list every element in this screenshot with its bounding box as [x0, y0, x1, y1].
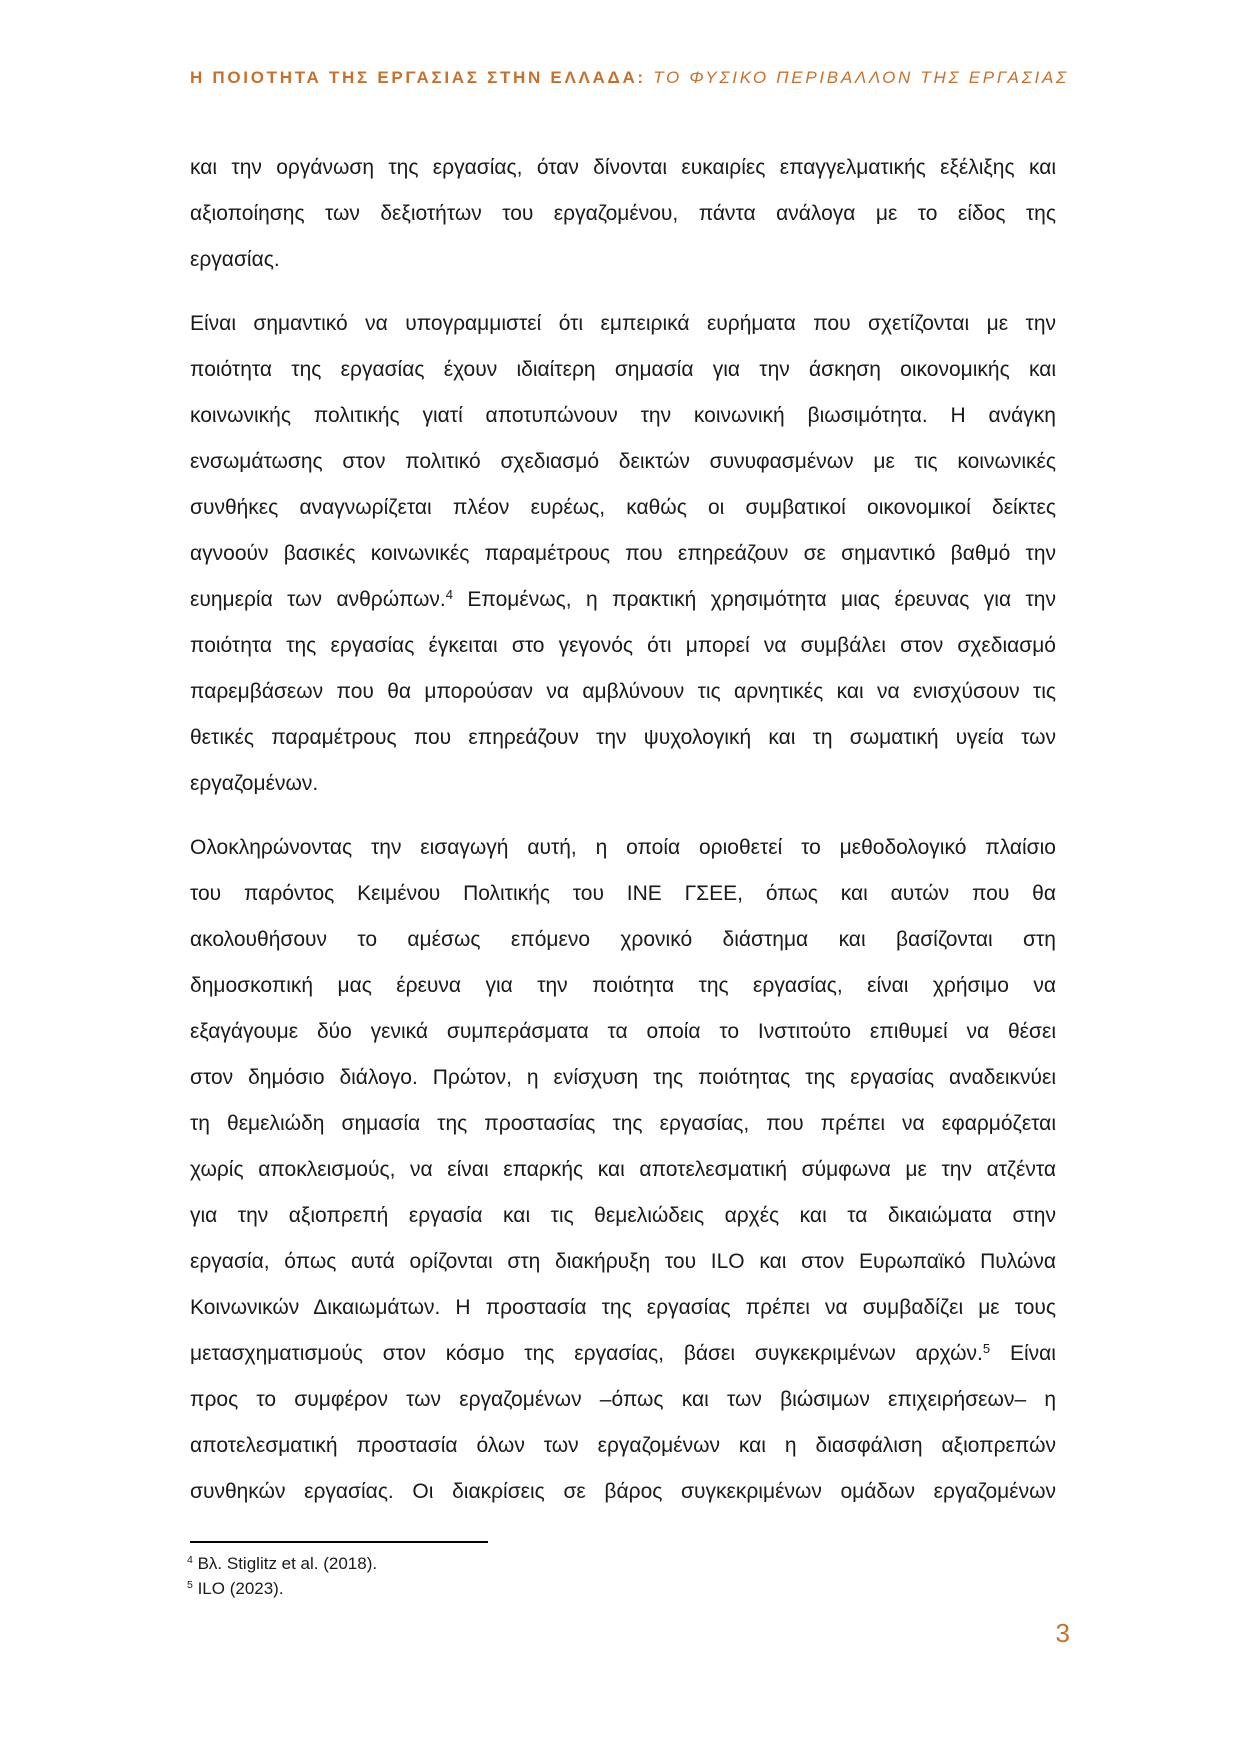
- running-header: [190, 68, 1070, 88]
- text-fragment: μετασχηματισμούς στον κόσμο της εργασίας, βάσει συγκεκριμένων αρχών.: [190, 1342, 983, 1365]
- text-line: δημοσκοπική μας έρευνα για την ποιότητα της εργασίας, είναι χρήσιμο να: [190, 974, 1056, 997]
- text-line: συνθήκες αναγνωρίζεται πλέον ευρέως, καθώς οι συμβατικοί οικονομικοί δείκτες: [190, 496, 1056, 519]
- text-line: Ολοκληρώνοντας την εισαγωγή αυτή, η οποία οριοθετεί το μεθοδολογικό πλαίσιο: [190, 836, 1056, 859]
- text-line: αγνοούν βασικές κοινωνικές παραμέτρους που επηρεάζουν σε σημαντικό βαθμό την: [190, 542, 1056, 565]
- footnote-number: 4: [187, 1554, 193, 1567]
- footnote-separator: [190, 1541, 488, 1543]
- footnote-text: Βλ. Stiglitz et al. (2018).: [192, 1554, 378, 1573]
- footnote-5: [187, 1576, 1067, 1601]
- text-line: Κοινωνικών Δικαιωμάτων. Η προστασία της εργασίας πρέπει να συμβαδίζει με τους: [190, 1296, 1056, 1319]
- text-line: στον δημόσιο διάλογο. Πρώτον, η ενίσχυση της ποιότητας της εργασίας αναδεικνύει: [190, 1066, 1056, 1089]
- paragraph-2: [190, 301, 1056, 807]
- footnote-text: ILO (2023).: [192, 1579, 284, 1598]
- text-fragment: ευημερία των ανθρώπων.: [190, 588, 446, 611]
- text-line: [190, 1331, 1056, 1377]
- text-line: προς το συμφέρον των εργαζομένων –όπως και των βιώσιμων επιχειρήσεων– η: [190, 1388, 1056, 1411]
- text-line: αξιοποίησης των δεξιοτήτων του εργαζομένου, πάντα ανάλογα με το είδος της: [190, 202, 1056, 225]
- text-line: κοινωνικής πολιτικής γιατί αποτυπώνουν την κοινωνική βιωσιμότητα. Η ανάγκη: [190, 404, 1056, 427]
- text-fragment: Είναι: [990, 1342, 1056, 1365]
- text-line: εργαζομένων.: [190, 772, 319, 795]
- paragraph-1: [190, 145, 1056, 283]
- running-header-title: Η ΠΟΙΟΤΗΤΑ ΤΗΣ ΕΡΓΑΣΙΑΣ ΣΤΗΝ ΕΛΛΑΔΑ:: [190, 68, 646, 87]
- text-line: Είναι σημαντικό να υπογραμμιστεί ότι εμπειρικά ευρήματα που σχετίζονται με την: [190, 312, 1056, 335]
- text-line: θετικές παραμέτρους που επηρεάζουν την ψυχολογική και τη σωματική υγεία των: [190, 726, 1056, 749]
- footnote-number: 5: [187, 1579, 193, 1592]
- text-line: ποιότητα της εργασίας έγκειται στο γεγονός ότι μπορεί να συμβάλει στον σχεδιασμό: [190, 634, 1056, 657]
- text-line: εξαγάγουμε δύο γενικά συμπεράσματα τα οποία το Ινστιτούτο επιθυμεί να θέσει: [190, 1020, 1056, 1043]
- text-line: ακολουθήσουν το αμέσως επόμενο χρονικό διάστημα και βασίζονται στη: [190, 928, 1056, 951]
- text-line: παρεμβάσεων που θα μπορούσαν να αμβλύνουν τις αρνητικές και να ενισχύσουν τις: [190, 680, 1056, 703]
- footnote-ref-4[interactable]: 4: [445, 586, 453, 602]
- text-line: ενσωμάτωσης στον πολιτικό σχεδιασμό δεικτών συνυφασμένων με τις κοινωνικές: [190, 450, 1056, 473]
- text-line: και την οργάνωση της εργασίας, όταν δίνονται ευκαιρίες επαγγελματικής εξέλιξης και: [190, 156, 1056, 179]
- text-line: του παρόντος Κειμένου Πολιτικής του ΙΝΕ ΓΣΕΕ, όπως και αυτών που θα: [190, 882, 1056, 905]
- text-line: τη θεμελιώδη σημασία της προστασίας της εργασίας, που πρέπει να εφαρμόζεται: [190, 1112, 1056, 1135]
- body-text: [190, 145, 1056, 1515]
- text-line: εργασία, όπως αυτά ορίζονται στη διακήρυξη του ILO και στον Ευρωπαϊκό Πυλώνα: [190, 1250, 1056, 1273]
- paragraph-3: [190, 825, 1056, 1515]
- footnote-4: [187, 1551, 1067, 1576]
- page-number: 3: [1055, 1618, 1070, 1648]
- text-line: [190, 577, 1056, 623]
- text-line: ποιότητα της εργασίας έχουν ιδιαίτερη σημασία για την άσκηση οικονομικής και: [190, 358, 1056, 381]
- running-header-subtitle: ΤΟ ΦΥΣΙΚΟ ΠΕΡΙΒΑΛΛΟΝ ΤΗΣ ΕΡΓΑΣΙΑΣ: [653, 68, 1069, 87]
- text-fragment: Επομένως, η πρακτική χρησιμότητα μιας έρευνας για την: [453, 588, 1056, 611]
- text-line: συνθηκών εργασίας. Οι διακρίσεις σε βάρος συγκεκριμένων ομάδων εργαζομένων: [190, 1480, 1056, 1503]
- text-line: χωρίς αποκλεισμούς, να είναι επαρκής και αποτελεσματική σύμφωνα με την ατζέντα: [190, 1158, 1056, 1181]
- text-line: αποτελεσματική προστασία όλων των εργαζομένων και η διασφάλιση αξιοπρεπών: [190, 1434, 1056, 1457]
- text-line: για την αξιοπρεπή εργασία και τις θεμελιώδεις αρχές και τα δικαιώματα στην: [190, 1204, 1056, 1227]
- footnote-ref-5[interactable]: 5: [982, 1340, 991, 1356]
- footnotes: [187, 1551, 1067, 1601]
- text-line: εργασίας.: [190, 248, 280, 271]
